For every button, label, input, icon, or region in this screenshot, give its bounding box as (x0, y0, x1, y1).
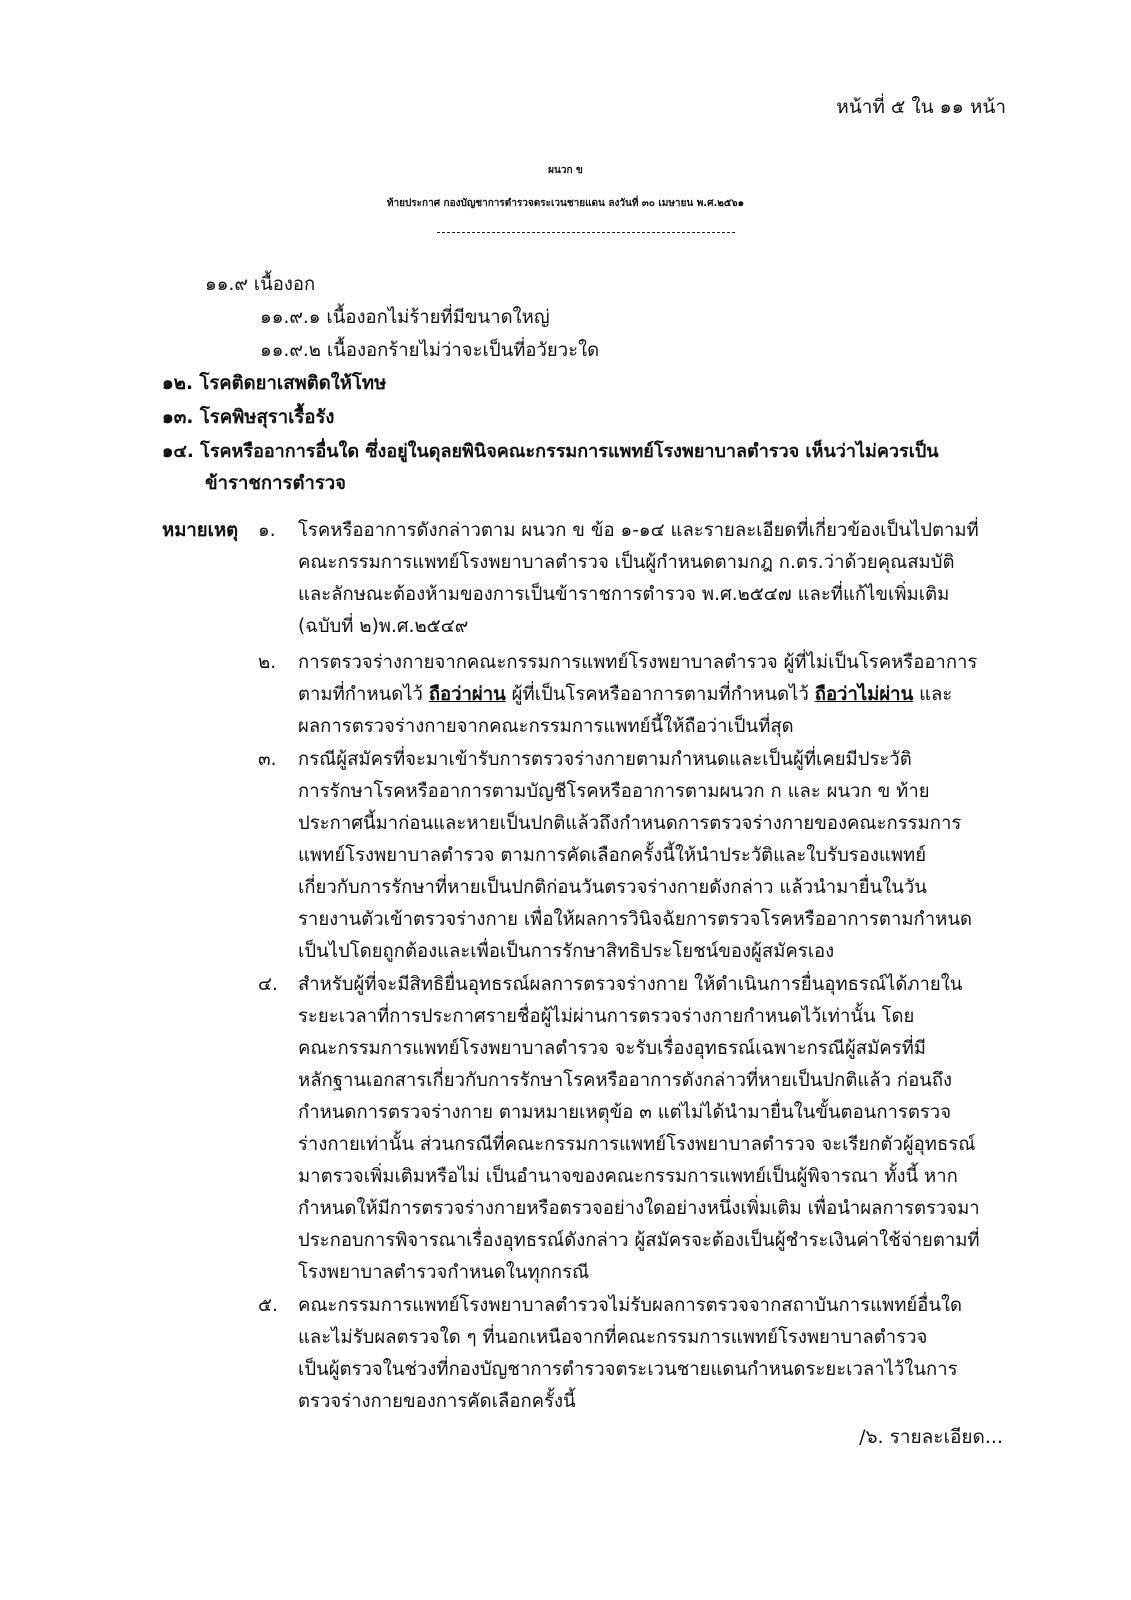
note-3-number: ๓. (258, 749, 277, 770)
note-2-text: ตามที่กำหนดไว้ (298, 684, 429, 705)
fail-term: ถือว่าไม่ผ่าน (814, 684, 914, 705)
note-1-number: ๑. (258, 520, 276, 541)
note-3-line: เป็นไปโดยถูกต้องและเพื่อเป็นการรักษาสิทธิประโยชน์ของผู้สมัครเอง (298, 941, 835, 962)
item-11-9: ๑๑.๙ เนื้องอก (205, 274, 316, 295)
continuation-marker: /๖. รายละเอียด... (859, 1426, 1003, 1448)
note-4-number: ๔. (258, 974, 278, 995)
note-4-line: หลักฐานเอกสารเกี่ยวกับการรักษาโรคหรืออาการดังกล่าวที่หายเป็นปกติแล้ว ก่อนถึง (298, 1070, 953, 1091)
note-4-line: ร่างกายเท่านั้น ส่วนกรณีที่คณะกรรมการแพทย์โรงพยาบาลตำรวจ จะเรียกตัวผู้อุทธรณ์ (298, 1134, 976, 1155)
page-number: หน้าที่ ๕ ใน ๑๑ หน้า (836, 96, 1006, 118)
item-14-line2: ข้าราชการตำรวจ (205, 473, 347, 494)
item-14-line1: ๑๔. โรคหรืออาการอื่นใด ซึ่งอยู่ในดุลยพินิจคณะกรรมการแพทย์โรงพยาบาลตำรวจ เห็นว่าไม่ควรเป็น (162, 441, 939, 462)
annex-title: ผนวก ข (548, 165, 583, 176)
note-4-line: มาตรวจเพิ่มเติมหรือไม่ เป็นอำนาจของคณะกรรมการแพทย์เป็นผู้พิจารณา ทั้งนี้ หาก (298, 1166, 958, 1187)
note-3-line: กรณีผู้สมัครที่จะมาเข้ารับการตรวจร่างกายตามกำหนดและเป็นผู้ที่เคยมีประวัติ (298, 749, 912, 770)
note-2-text: ผู้ที่เป็นโรคหรืออาการตามที่กำหนดไว้ (505, 684, 815, 705)
note-4-line: ระยะเวลาที่การประกาศรายชื่อผู้ไม่ผ่านการตรวจร่างกายกำหนดไว้เท่านั้น โดย (298, 1006, 915, 1027)
announcement-heading: ท้ายประกาศ กองบัญชาการตำรวจตระเวนชายแดน ลงวันที่ ๓๐ เมษายน พ.ศ.๒๕๖๑ (386, 198, 745, 209)
note-1-line: (ฉบับที่ ๒)พ.ศ.๒๕๔๙ (298, 616, 469, 637)
note-2-number: ๒. (258, 652, 277, 673)
note-2-line (298, 680, 952, 709)
note-4-line: กำหนดให้มีการตรวจร่างกายหรือตรวจอย่างใดอย่างหนึ่งเพิ่มเติม เพื่อนำผลการตรวจมา (298, 1198, 980, 1219)
note-4-line: ประกอบการพิจารณาเรื่องอุทธรณ์ดังกล่าว ผู้สมัครจะต้องเป็นผู้ชำระเงินค่าใช้จ่ายตามที่ (298, 1230, 980, 1251)
note-2-text: และ (913, 684, 953, 705)
note-4-line: โรงพยาบาลตำรวจกำหนดในทุกกรณี (298, 1262, 590, 1283)
notes-label: หมายเหตุ (162, 520, 239, 541)
note-3-line: เกี่ยวกับการรักษาที่หายเป็นปกติก่อนวันตรวจร่างกายดังกล่าว แล้วนำมายื่นในวัน (298, 877, 927, 898)
note-1-line: และลักษณะต้องห้ามของการเป็นข้าราชการตำรวจ พ.ศ.๒๕๔๗ และที่แก้ไขเพิ่มเติม (298, 584, 950, 605)
note-2-line: ผลการตรวจร่างกายจากคณะกรรมการแพทย์นี้ให้ถือว่าเป็นที่สุด (298, 716, 794, 737)
note-4-line: สำหรับผู้ที่จะมีสิทธิยื่นอุทธรณ์ผลการตรวจร่างกาย ให้ดำเนินการยื่นอุทธรณ์ได้ภายใน (298, 974, 963, 995)
note-5-line: และไม่รับผลตรวจใด ๆ ที่นอกเหนือจากที่คณะกรรมการแพทย์โรงพยาบาลตำรวจ (298, 1327, 928, 1348)
item-12: ๑๒. โรคติดยาเสพติดให้โทษ (162, 373, 387, 394)
note-5-line: คณะกรรมการแพทย์โรงพยาบาลตำรวจไม่รับผลการตรวจจากสถาบันการแพทย์อื่นใด (298, 1295, 963, 1316)
pass-term: ถือว่าผ่าน (428, 684, 506, 705)
note-4-line: กำหนดการตรวจร่างกาย ตามหมายเหตุข้อ ๓ แต่ไม่ได้นำมายื่นในขั้นตอนการตรวจ (298, 1102, 952, 1123)
note-3-line: ประกาศนี้มาก่อนและหายเป็นปกติแล้วถึงกำหนดการตรวจร่างกายของคณะกรรมการ (298, 813, 962, 834)
note-5-number: ๕. (258, 1295, 278, 1316)
note-3-line: การรักษาโรคหรืออาการตามบัญชีโรคหรืออาการตามผนวก ก และ ผนวก ข ท้าย (298, 781, 930, 802)
item-11-9-2: ๑๑.๙.๒ เนื้องอกร้ายไม่ว่าจะเป็นที่อวัยวะใด (260, 340, 600, 361)
note-3-line: รายงานตัวเข้าตรวจร่างกาย เพื่อให้ผลการวินิจฉัยการตรวจโรคหรืออาการตามกำหนด (298, 909, 972, 930)
note-1-line: โรคหรืออาการดังกล่าวตาม ผนวก ข ข้อ ๑-๑๔ และรายละเอียดที่เกี่ยวข้องเป็นไปตามที่ (298, 520, 979, 541)
item-13: ๑๓. โรคพิษสุราเรื้อรัง (162, 407, 335, 428)
dashed-divider (437, 232, 735, 233)
note-5-line: ตรวจร่างกายของการคัดเลือกครั้งนี้ (298, 1391, 576, 1412)
note-3-line: แพทย์โรงพยาบาลตำรวจ ตามการคัดเลือกครั้งนี้ให้นำประวัติและใบรับรองแพทย์ (298, 845, 927, 866)
note-4-line: คณะกรรมการแพทย์โรงพยาบาลตำรวจ จะรับเรื่องอุทธรณ์เฉพาะกรณีผู้สมัครที่มี (298, 1038, 926, 1059)
note-1-line: คณะกรรมการแพทย์โรงพยาบาลตำรวจ เป็นผู้กำหนดตามกฎ ก.ตร.ว่าด้วยคุณสมบัติ (298, 552, 955, 573)
item-11-9-1: ๑๑.๙.๑ เนื้องอกไม่ร้ายที่มีขนาดใหญ่ (260, 307, 550, 328)
note-2-line: การตรวจร่างกายจากคณะกรรมการแพทย์โรงพยาบาลตำรวจ ผู้ที่ไม่เป็นโรคหรืออาการ (298, 652, 978, 673)
note-5-line: เป็นผู้ตรวจในช่วงที่กองบัญชาการตำรวจตระเวนชายแดนกำหนดระยะเวลาไว้ในการ (298, 1359, 958, 1380)
